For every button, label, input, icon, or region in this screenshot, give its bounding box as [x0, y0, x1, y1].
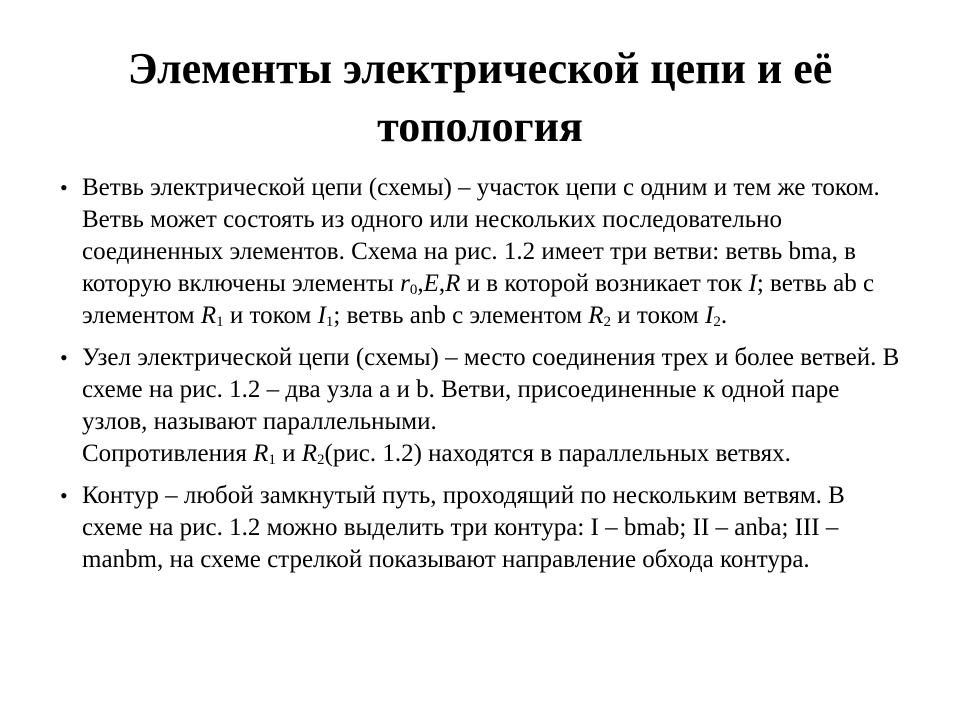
text-span: Сопротивления — [82, 440, 254, 467]
text-span: и в которой возникает ток — [460, 270, 749, 297]
symbol-i: I — [705, 302, 714, 329]
subscript: 1 — [216, 314, 224, 330]
bullet-text — [82, 344, 899, 467]
symbol-i: I — [748, 270, 757, 297]
text-span: ; ветвь anb с элементом — [333, 302, 589, 329]
text-span: Ветвь электрической цепи (схемы) – участок цепи с одним и тем же током. Ветвь может состоять из одного или нескольких последовательно соединенных элементов. Схема на рис. 1.2 имеет три ветви: ветвь bma, в которую включены элементы — [82, 174, 880, 297]
text-span: ; ветвь ab с элементом — [82, 270, 875, 329]
subscript: 1 — [268, 452, 276, 468]
symbol-r: R — [588, 302, 604, 329]
slide-title — [60, 40, 900, 156]
title-line-2: топология — [377, 102, 583, 151]
title-line-1: Элементы электрической цепи и её — [127, 44, 833, 93]
bullet-dot-icon: • — [60, 483, 68, 508]
text-span: и — [275, 440, 302, 467]
subscript: 0 — [409, 282, 418, 298]
subscript: 2 — [713, 314, 721, 330]
bullet-list — [60, 172, 908, 586]
text-span: (рис. 1.2) находятся в параллельных ветвях. — [324, 440, 791, 467]
text-span: и током — [223, 302, 318, 329]
bullet-dot-icon: • — [60, 175, 68, 200]
subscript: 1 — [325, 314, 334, 330]
text-span: Узел электрической цепи (схемы) – место соединения трех и более ветвей. В схеме на рис. 1.2 – два узла a и b. Ветви, присоединенные к одной паре узлов, называют параллельными. — [82, 344, 900, 435]
bullet-contour — [60, 480, 908, 576]
bullet-node — [60, 342, 908, 470]
bullet-text — [82, 174, 880, 329]
symbol-r: R — [445, 270, 461, 297]
bullet-branch — [60, 172, 908, 332]
symbol-r: R — [200, 302, 217, 329]
symbol-r: R — [301, 440, 318, 467]
symbol-i: I — [317, 302, 326, 329]
symbol-e: E — [423, 270, 439, 297]
subscript: 2 — [317, 452, 325, 468]
text-span: , — [417, 270, 424, 297]
text-span: , — [438, 270, 446, 297]
bullet-dot-icon: • — [60, 345, 68, 370]
bullet-text: Контур – любой замкнутый путь, проходящий по нескольким ветвям. В схеме на рис. 1.2 можно выделить три контура: I – bmab; II – anba; III – manbm, на схеме стрелкой показывают направление обхода контура. — [82, 482, 845, 573]
subscript: 2 — [603, 314, 612, 330]
text-span: и током — [611, 302, 705, 329]
symbol-r: R — [253, 440, 269, 467]
text-span: . — [720, 302, 728, 329]
symbol-r: r — [400, 270, 410, 297]
